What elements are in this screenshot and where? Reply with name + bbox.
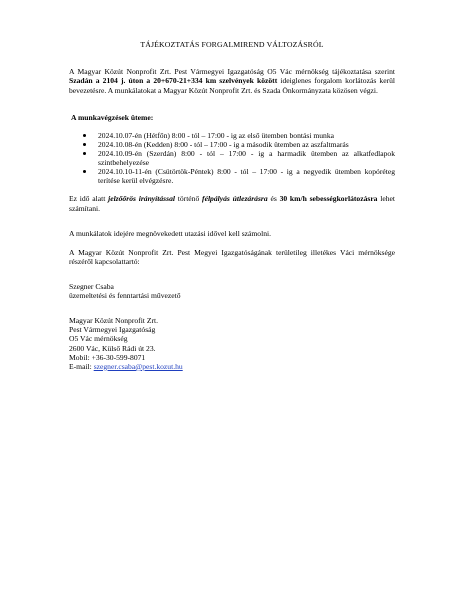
speed-flagger-control: jelzőőrös irányítással — [108, 194, 175, 204]
document-page — [69, 40, 395, 371]
delay-note: A munkálatok idejére megnövekedett utazási idővel kell számolni. — [69, 228, 272, 238]
address-email-line — [69, 362, 395, 371]
contact-address — [69, 316, 395, 371]
intro-paragraph — [69, 67, 395, 94]
speed-half-closure: félpályás útlezárásra — [202, 194, 268, 204]
schedule-item-2: 2024.10.08-én (Kedden) 8:00 - tól – 17:00 - ig a második ütemben az aszfaltmarás — [98, 140, 395, 149]
intro-text-1: A Magyar Közút Nonprofit Zrt. Pest Vármegyei Igazgatóság O5 Vác mérnökség tájékoztatása szerint — [69, 67, 395, 77]
address-mobile: Mobil: +36-30-599-8071 — [69, 352, 146, 362]
speed-text-1: Ez idő alatt — [69, 194, 109, 204]
speed-text-2: történő — [175, 194, 203, 204]
email-link[interactable]: szegner.csaba@pest.kozut.hu — [93, 361, 183, 371]
contact-person — [69, 282, 395, 300]
address-street: 2600 Vác, Külső Rádi út 23. — [69, 343, 156, 353]
speed-paragraph — [69, 194, 395, 212]
schedule-item-4: 2024.10.10-11-én (Csütörtök-Péntek) 8:00 - tól – 17:00 - ig a negyedik ütemben kopóréteg terítése kerül elvégzésre. — [98, 167, 395, 186]
email-label: E-mail: — [69, 361, 94, 371]
contact-name: Szegner Csaba — [69, 281, 114, 291]
intro-text-2: ideiglenes forgalom korlátozás kerül bevezetésre. A munkálatokat a Magyar Közút Nonprofit Zrt. és Szada Önkormányzata közösen végzi. — [69, 76, 396, 95]
speed-text-3: és — [267, 194, 280, 204]
schedule-item-1: 2024.10.07-én (Hétfőn) 8:00 - tól – 17:00 - ig az első ütemben bontási munka — [98, 131, 395, 140]
intro-location: Szadán a 2104 j. úton a 20+670-21+334 km szelvények között — [69, 76, 278, 86]
contact-note: A Magyar Közút Nonprofit Zrt. Pest Megyei Igazgatóságának területileg illetékes Váci mérnöksége részéről kapcsolattartó: — [69, 247, 395, 266]
speed-text-4: lehet számítani. — [69, 194, 396, 213]
document-title: TÁJÉKOZTATÁS FORGALMIREND VÁLTOZÁSRÓL — [140, 40, 324, 49]
schedule-item-3: 2024.10.09-én (Szerdán) 8:00 - tól – 17:00 - ig a harmadik ütemben az alkatfedlapok szintbehelyezése — [98, 149, 395, 168]
schedule-list — [69, 131, 395, 186]
speed-limit: 30 km/h sebességkorlátozásra — [279, 194, 378, 204]
schedule-heading: A munkavégzések üteme: — [71, 112, 154, 122]
address-unit: O5 Vác mérnökség — [69, 334, 128, 344]
contact-role: üzemeltetési és fenntartási művezető — [69, 291, 181, 301]
address-dept: Pest Vármegyei Igazgatóság — [69, 325, 156, 335]
address-org: Magyar Közút Nonprofit Zrt. — [69, 316, 158, 326]
